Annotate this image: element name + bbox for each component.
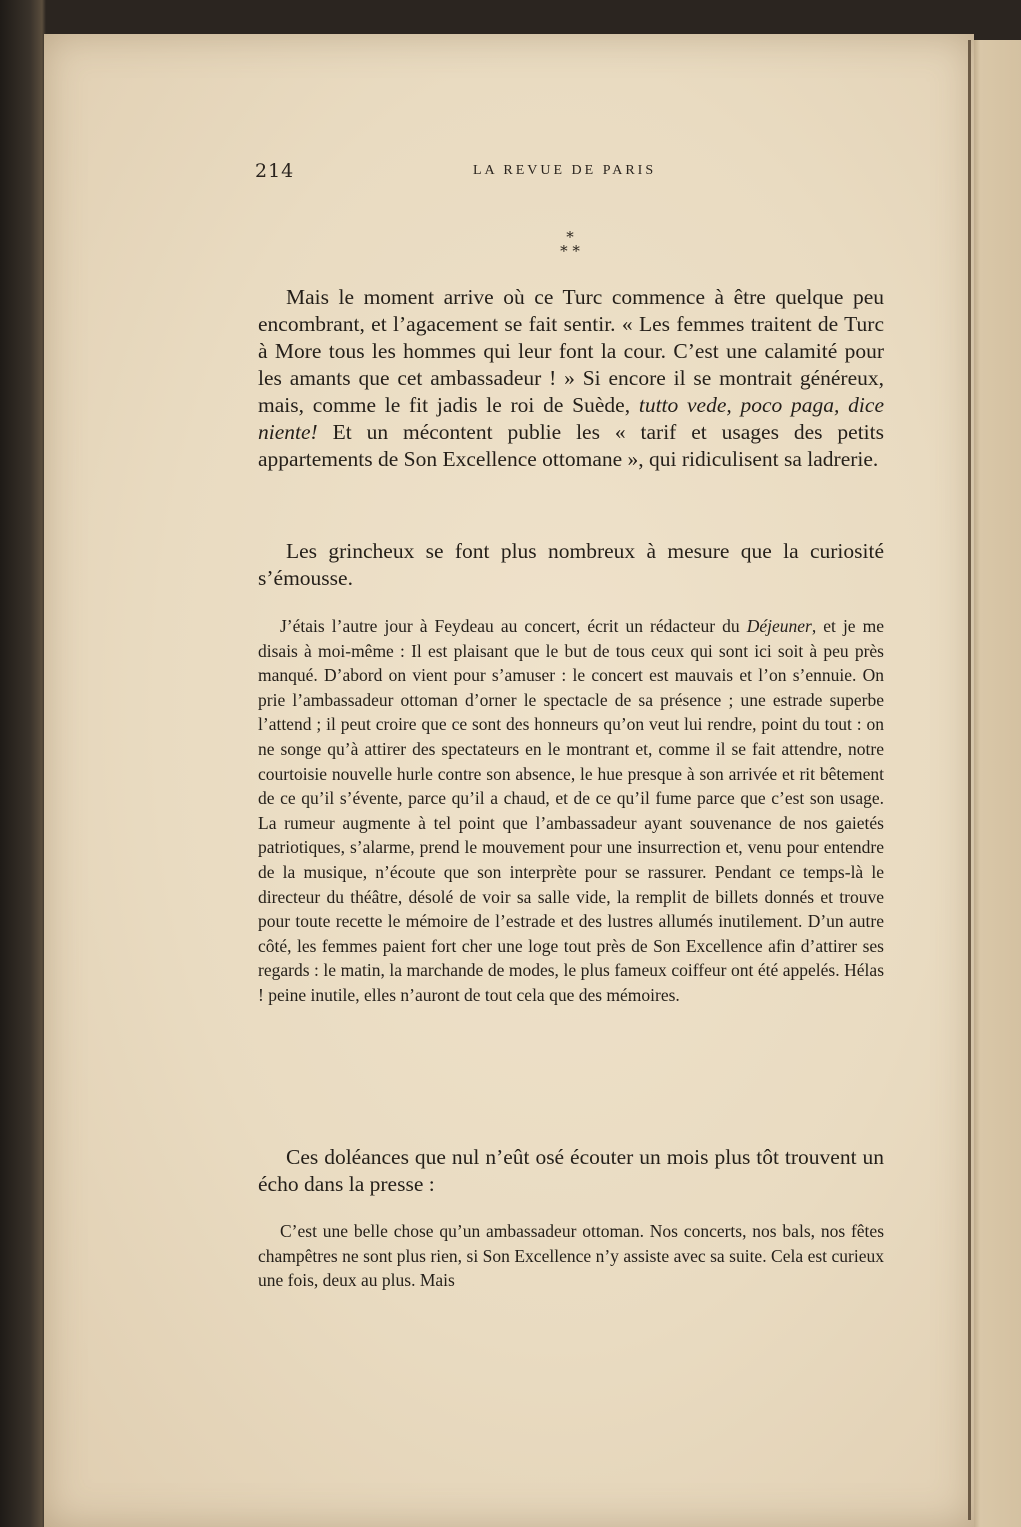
asterism-bottom: * *	[560, 242, 580, 260]
page-number: 214	[255, 160, 295, 182]
paragraph-2: Les grincheux se font plus nombreux à mesure que la curiosité s’émousse.	[258, 539, 884, 590]
running-title: LA REVUE DE PARIS	[473, 163, 657, 178]
page-header	[255, 160, 885, 184]
paragraph-3: Ces doléances que nul n’eût osé écouter un mois plus tôt trouvent un écho dans la presse :	[258, 1145, 884, 1196]
quoted-paragraph-1: J’étais l’autre jour à Feydeau au concert, écrit un rédacteur du Déjeuner, et je me disais à moi-même : Il est plaisant que le but de tous ceux qui sont ici soit à peu près manqué. D’abord on vient pour s’amuser : le concert est mauvais et l’on s’ennuie. On prie l’ambassadeur ottoman d’orner le spectacle de sa présence ; une estrade superbe l’attend ; il peut croire que ce sont des honneurs qu’on veut lui rendre, point du tout : on ne songe qu’à attirer des spectateurs en le montrant et, comme il se fait attendre, notre courtoisie nouvelle hurle contre son absence, le hue presque à son arrivée et rit bêtement de ce qu’il s’évente, parce qu’il a chaud, et de ce qu’il fume parce que c’est son usage. La rumeur augmente à tel point que l’ambassadeur ayant souvenance de nos gaietés patriotiques, s’alarme, prend le mouvement pour une insurrection et, venu pour entendre de la musique, n’écoute que son interprète pour se rassurer. Pendant ce temps-là le directeur du théâtre, désolé de voir sa salle vide, la remplit de billets donnés et trouve pour toute recette le mémoire de l’estrade et des lustres allumés inutilement. D’un autre côté, les femmes paient fort cher une loge tout près de Son Excellence afin d’attirer ses regards : le matin, la marchande de modes, le plus fameux coiffeur ont été appelés. Hélas ! peine inutile, elles n’auront de tout cela que des mémoires.	[258, 616, 885, 1005]
italic-quote: tutto vede, poco paga, dice niente!	[258, 393, 884, 444]
page-fold	[968, 40, 971, 1520]
quoted-paragraph-2: C’est une belle chose qu’un ambassadeur ottoman. Nos concerts, nos bals, nos fêtes champêtres ne sont plus rien, si Son Excellence n’y assiste avec sa suite. Cela est curieux une fois, deux au plus. Mais	[258, 1221, 884, 1291]
newspaper-title: Déjeuner	[746, 616, 812, 636]
asterism-ornament	[540, 230, 600, 266]
facing-page-edge	[968, 40, 1021, 1527]
asterism-top: *	[566, 228, 574, 246]
paragraph-1: Mais le moment arrive où ce Turc commence à être quelque peu encombrant, et l’agacement se fait sentir. « Les femmes traitent de Turc à More tous les hommes qui leur font la cour. C’est une calamité pour les amants que cet ambassadeur ! » Si encore il se montrait généreux, mais, comme le fit jadis le roi de Suède, tutto vede, poco paga, dice niente! Et un mécontent publie les « tarif et usages des petits appartements de Son Excellence ottomane », qui ridiculisent sa ladrerie.	[258, 285, 884, 471]
